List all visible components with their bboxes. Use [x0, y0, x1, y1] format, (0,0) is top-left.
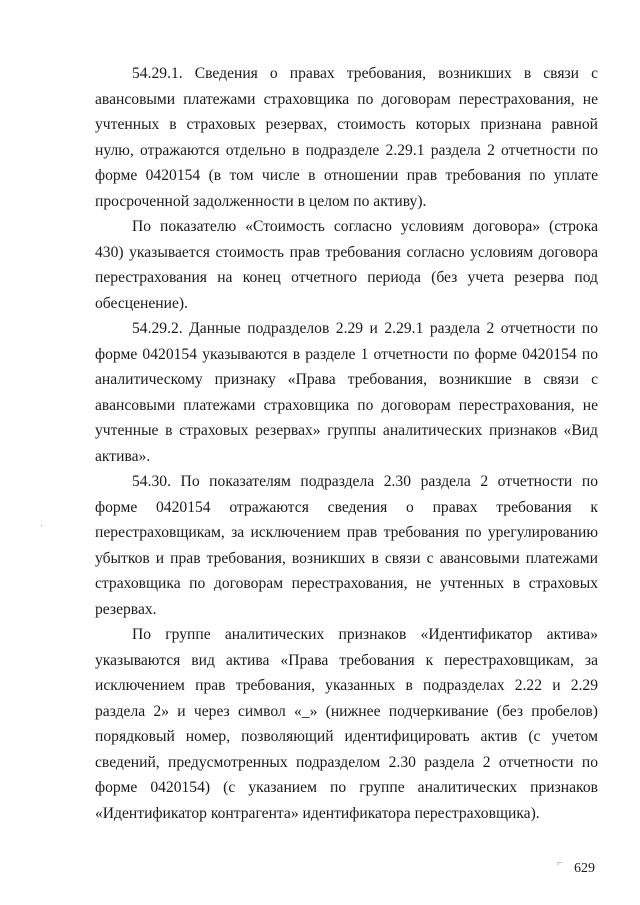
- paragraph-54-29-1: 54.29.1. Сведения о правах требования, возникших в связи с авансовыми платежами страховщика по договорам перестрахования, не учтенных в страховых резервах, стоимость которых признана равной нулю, отражаются отдельно в подразделе 2.29.1 раздела 2 отчетности по форме 0420154 (в том числе в отношении прав требования по уплате просроченной задолженности в целом по активу).: [95, 65, 598, 210]
- page-number: 629: [574, 861, 595, 876]
- paragraph-54-29-2: 54.29.2. Данные подразделов 2.29 и 2.29.1 раздела 2 отчетности по форме 0420154 указываются в разделе 1 отчетности по форме 0420154 по аналитическому признаку «Права требования, возникшие в связи с авансовыми платежами страховщика по договорам перестрахования, не учтенные в страховых резервах» группы аналитических признаков «Вид актива».: [95, 320, 598, 465]
- paragraph-asset-identifier: По группе аналитических признаков «Идентификатор актива» указываются вид актива «Права требования к перестраховщикам, за исключением прав требования, указанных в подразделах 2.22 и 2.29 раздела 2» и через символ «_» (нижнее подчеркивание (без пробелов) порядковый номер, позволяющий идентифицировать актив (с учетом сведений, предусмотренных подразделом 2.30 раздела 2 отчетности по форме 0420154) (с указанием по группе аналитических признаков «Идентификатор контрагента» идентификатора перестраховщика).: [95, 626, 598, 822]
- scan-artifact-dot: ·: [40, 520, 43, 530]
- scan-artifact-mark: ⌐: [557, 858, 563, 869]
- paragraph-contract-value: По показателю «Стоимость согласно условиям договора» (строка 430) указывается стоимость прав требования согласно условиям договора перестрахования на конец отчетного периода (без учета резерва под обесценение).: [95, 218, 598, 312]
- document-body: [95, 61, 598, 826]
- paragraph-54-30: 54.30. По показателям подраздела 2.30 раздела 2 отчетности по форме 0420154 отражаются сведения о правах требования к перестраховщикам, за исключением прав требования по урегулированию убытков и прав требования, возникших в связи с авансовыми платежами страховщика по договорам перестрахования, не учтенных в страховых резервах.: [95, 473, 598, 618]
